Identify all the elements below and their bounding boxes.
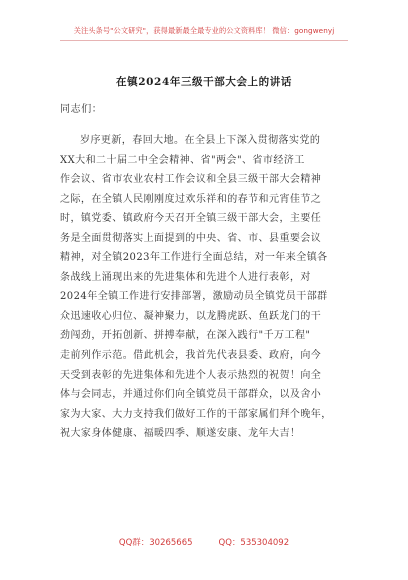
document-title: 在镇2024年三级干部大会上的讲话: [116, 76, 292, 88]
footer-qq-group: QQ群：30265665: [118, 538, 193, 548]
body-paragraph: [60, 131, 348, 444]
body-line: 作会议、省市农业农村工作会议和全县三级干部大会精神: [60, 174, 322, 186]
salutation: 同志们：: [60, 104, 103, 115]
body-line: 务是全面贯彻落实上面提到的中央、省、市、县重要会议: [60, 232, 322, 244]
body-line: 众迅速收心归位、凝神聚力，以龙腾虎跃、鱼跃龙门的干: [60, 310, 322, 322]
header-divider: [60, 40, 348, 41]
body-line: XX大和二十届二中全会精神、省"两会"、省市经济工: [60, 154, 305, 166]
header-promo-note: 关注头条号"公文研究"，获得最新最全最专业的公文资料库！ 微信：gongwenyj: [73, 26, 335, 35]
footer-qq: QQ：535304092: [218, 538, 290, 548]
body-line: 精神，对全镇2023年工作进行全面总结，对一年来全镇各: [60, 252, 328, 264]
body-line: 之际，在全镇人民刚刚度过欢乐祥和的春节和元宵佳节之: [60, 193, 322, 205]
body-line: 家为大家、大力支持我们做好工作的干部家属们拜个晚年，: [60, 408, 332, 420]
footer-contact: [0, 536, 408, 548]
body-line: 体与会同志，并通过你们向全镇党员干部群众，以及舍小: [60, 389, 322, 401]
body-line: 岁序更新，春回大地。在全县上下深入贯彻落实党的: [80, 135, 321, 146]
body-line: 时，镇党委、镇政府今天召开全镇三级干部大会，主要任: [60, 213, 322, 225]
body-line: 走前列作示范。借此机会，我首先代表县委、政府，向今: [60, 350, 322, 362]
body-line: 2024年全镇工作进行安排部署，激励动员全镇党员干部群: [60, 291, 328, 303]
body-line: 祝大家身体健康、福暖四季、顺遂安康、龙年大吉！: [60, 428, 301, 440]
body-line: 天受到表彰的先进集体和先进个人表示热烈的祝贺！向全: [60, 369, 322, 381]
body-line: 条战线上涌现出来的先进集体和先进个人进行表彰，对: [60, 271, 311, 283]
body-line: 劲闯劲，开拓创新、拼搏奉献，在深入践行"千万工程": [60, 330, 311, 342]
